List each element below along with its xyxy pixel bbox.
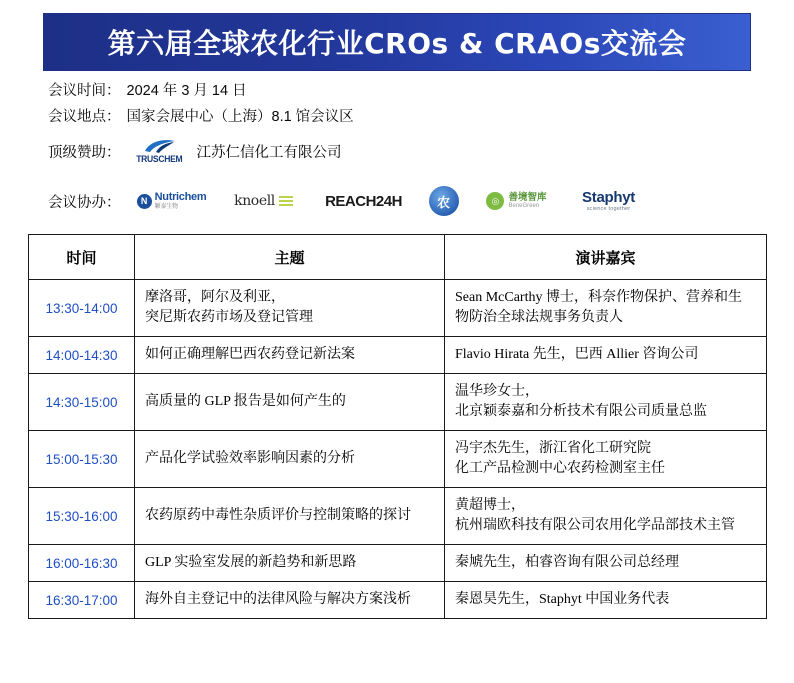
zhongnong-green-logo-icon: [477, 184, 557, 218]
row-time: 15:30-16:00: [29, 488, 135, 545]
row-speaker: [445, 374, 767, 431]
truschem-mark-icon: [143, 138, 177, 154]
row-speaker-line1: Flavio Hirata 先生，巴西 Allier 咨询公司: [455, 347, 699, 362]
row-speaker: [445, 337, 767, 374]
row-speaker: [445, 431, 767, 488]
row-topic: [135, 545, 445, 582]
row-topic: [135, 337, 445, 374]
row-speaker-line2: 化工产品检测中心农药检测室主任: [455, 461, 665, 476]
row-speaker: [445, 545, 767, 582]
staphyt-wordmark: Staphyt: [582, 188, 635, 206]
table-row: [29, 337, 767, 374]
row-time: 13:30-14:00: [29, 280, 135, 337]
column-header-speaker: 演讲嘉宾: [445, 235, 767, 280]
meeting-time-label: 会议时间：: [48, 83, 121, 99]
row-time: 16:00-16:30: [29, 545, 135, 582]
meeting-place-value: 国家会展中心（上海）8.1 馆会议区: [126, 109, 354, 125]
staphyt-logo-icon: [575, 184, 643, 218]
green-subtext: BeneGreen: [508, 203, 540, 210]
row-time: 15:00-15:30: [29, 431, 135, 488]
row-time: 14:00-14:30: [29, 337, 135, 374]
banner: [44, 14, 750, 70]
nutrichem-subtext: 颖泰生物: [154, 204, 178, 210]
row-speaker-line1: 冯宇杰先生，浙江省化工研究院: [455, 441, 651, 456]
row-topic-line1: 如何正确理解巴西农药登记新法案: [145, 347, 355, 362]
row-topic-line1: 农药原药中毒性杂质评价与控制策略的探讨: [145, 508, 411, 523]
nutrichem-logo-icon: [133, 184, 211, 218]
table-header-row: [29, 235, 767, 280]
coorganizer-row: [48, 184, 643, 218]
sponsor-name: 江苏仁信化工有限公司: [196, 144, 342, 161]
meta-row-place: [48, 104, 748, 130]
row-topic: [135, 488, 445, 545]
row-speaker-line1: 秦虓先生，柏睿咨询有限公司总经理: [455, 555, 679, 570]
row-speaker-line2: 北京颖泰嘉和分析技术有限公司质量总监: [455, 404, 707, 419]
row-speaker: [445, 280, 767, 337]
coorganizer-logo-strip: [133, 184, 643, 218]
truschem-wordmark: TRUSCHEM: [136, 154, 183, 164]
green-wordmark: 善境智库: [508, 191, 547, 203]
row-topic-line1: GLP 实验室发展的新趋势和新思路: [145, 555, 357, 570]
row-speaker-line1: Sean McCarthy 博士，科奈作物保护、营养和生: [455, 290, 742, 305]
row-speaker-line1: 黄超博士，: [455, 498, 525, 513]
row-time: 16:30-17:00: [29, 582, 135, 619]
column-header-time: 时间: [29, 235, 135, 280]
row-speaker: [445, 582, 767, 619]
green-badge: ◎: [486, 192, 504, 210]
agenda-table: [28, 234, 767, 619]
meta-row-time: [48, 78, 748, 104]
row-speaker-line1: 温华珍女士，: [455, 384, 539, 399]
sponsor-row: [48, 138, 342, 164]
table-row: [29, 431, 767, 488]
knoell-wordmark: knoell: [234, 193, 275, 209]
row-speaker-line2: 杭州瑞欧科技有限公司农用化学品部技术主管: [455, 518, 735, 533]
row-speaker-line1: 秦恩昊先生，Staphyt 中国业务代表: [455, 592, 670, 607]
knoell-logo-icon: [229, 184, 299, 218]
meeting-time-value: 2024 年 3 月 14 日: [126, 83, 247, 99]
row-topic: [135, 280, 445, 337]
row-topic-line1: 摩洛哥，阿尔及利亚，: [145, 290, 285, 305]
meta-info: [48, 78, 748, 130]
row-speaker-line2: 物防治全球法规事务负责人: [455, 310, 623, 325]
row-topic-line1: 海外自主登记中的法律风险与解决方案浅析: [145, 592, 411, 607]
row-topic-line2: 突尼斯农药市场及登记管理: [145, 310, 313, 325]
coorganizer-label: 会议协办：: [48, 194, 121, 211]
row-topic: [135, 431, 445, 488]
truschem-logo-icon: [131, 138, 189, 164]
row-topic: [135, 374, 445, 431]
row-topic: [135, 582, 445, 619]
table-row: [29, 280, 767, 337]
row-time: 14:30-15:00: [29, 374, 135, 431]
staphyt-subtext: science together: [586, 205, 631, 212]
nutrichem-badge: N: [137, 194, 152, 209]
page-title: 第六届全球农化行业CROs & CRAOs交流会: [107, 27, 687, 60]
row-topic-line1: 高质量的 GLP 报告是如何产生的: [145, 394, 346, 409]
knoell-accent: [279, 196, 293, 206]
nutrichem-wordmark: Nutrichem: [154, 191, 207, 203]
table-row: [29, 582, 767, 619]
blue-circle-logo-icon: [429, 184, 459, 218]
row-speaker: [445, 488, 767, 545]
column-header-topic: 主题: [135, 235, 445, 280]
meeting-place-label: 会议地点：: [48, 109, 121, 125]
table-row: [29, 488, 767, 545]
blue-circle-badge: 农: [436, 195, 450, 211]
sponsor-label: 顶级赞助：: [48, 144, 121, 161]
table-row: [29, 545, 767, 582]
row-topic-line1: 产品化学试验效率影响因素的分析: [145, 451, 355, 466]
table-row: [29, 374, 767, 431]
reach24h-logo-icon: REACH24H: [325, 192, 402, 210]
